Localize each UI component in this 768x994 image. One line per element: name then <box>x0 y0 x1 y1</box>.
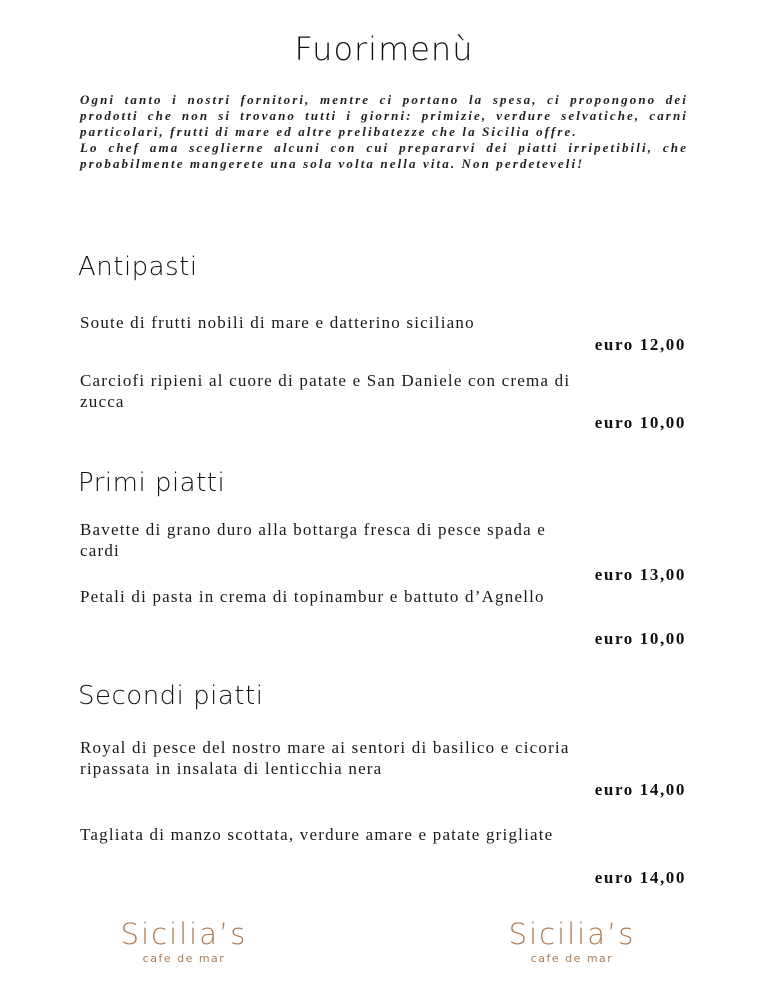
page-title: Fuorimenù <box>294 30 474 68</box>
dish-name: Carciofi ripieni al cuore di patate e San Daniele con crema di zucca <box>80 371 571 411</box>
logo-left <box>94 918 274 965</box>
dish-price: euro 12,00 <box>594 335 686 354</box>
dish-price: euro 13,00 <box>594 565 686 584</box>
dish-price: euro 14,00 <box>594 780 686 799</box>
dish-name: Bavette di grano duro alla bottarga fresca di pesce spada e cardi <box>80 520 547 560</box>
dish-name: Petali di pasta in crema di topinambur e battuto d’Agnello <box>80 587 545 606</box>
logo-tagline: cafe de mar <box>142 952 226 965</box>
dish-price: euro 14,00 <box>594 868 686 887</box>
section-title-secondi: Secondi piatti <box>78 681 264 711</box>
section-title-antipasti: Antipasti <box>78 252 198 282</box>
intro-text <box>80 92 688 172</box>
logo-brand: Sicilia’s <box>508 917 636 951</box>
logo-brand: Sicilia’s <box>120 917 248 951</box>
dish-name: Royal di pesce del nostro mare ai sentori di basilico e cicoria ripassata in insalata di lenticchia nera <box>80 738 570 778</box>
intro-paragraph-1: Ogni tanto i nostri fornitori, mentre ci portano la spesa, ci propongono dei prodotti che non si trovano tutti i giorni: primizie, verdure selvatiche, carni particolari, frutti di mare ed altre prelibatezze che la Sicilia offre. <box>80 92 688 139</box>
dish-price: euro 10,00 <box>594 629 686 648</box>
intro-paragraph-2: Lo chef ama sceglierne alcuni con cui prepararvi dei piatti irripetibili, che probabilmente mangerete una sola volta nella vita. Non perdeteveli! <box>80 140 688 171</box>
dish-name: Soute di frutti nobili di mare e datterino siciliano <box>80 313 475 332</box>
dish-name: Tagliata di manzo scottata, verdure amare e patate grigliate <box>80 825 554 844</box>
logo-tagline: cafe de mar <box>530 952 614 965</box>
section-title-primi: Primi piatti <box>78 468 226 498</box>
logo-right <box>482 918 662 965</box>
dish-price: euro 10,00 <box>594 413 686 432</box>
